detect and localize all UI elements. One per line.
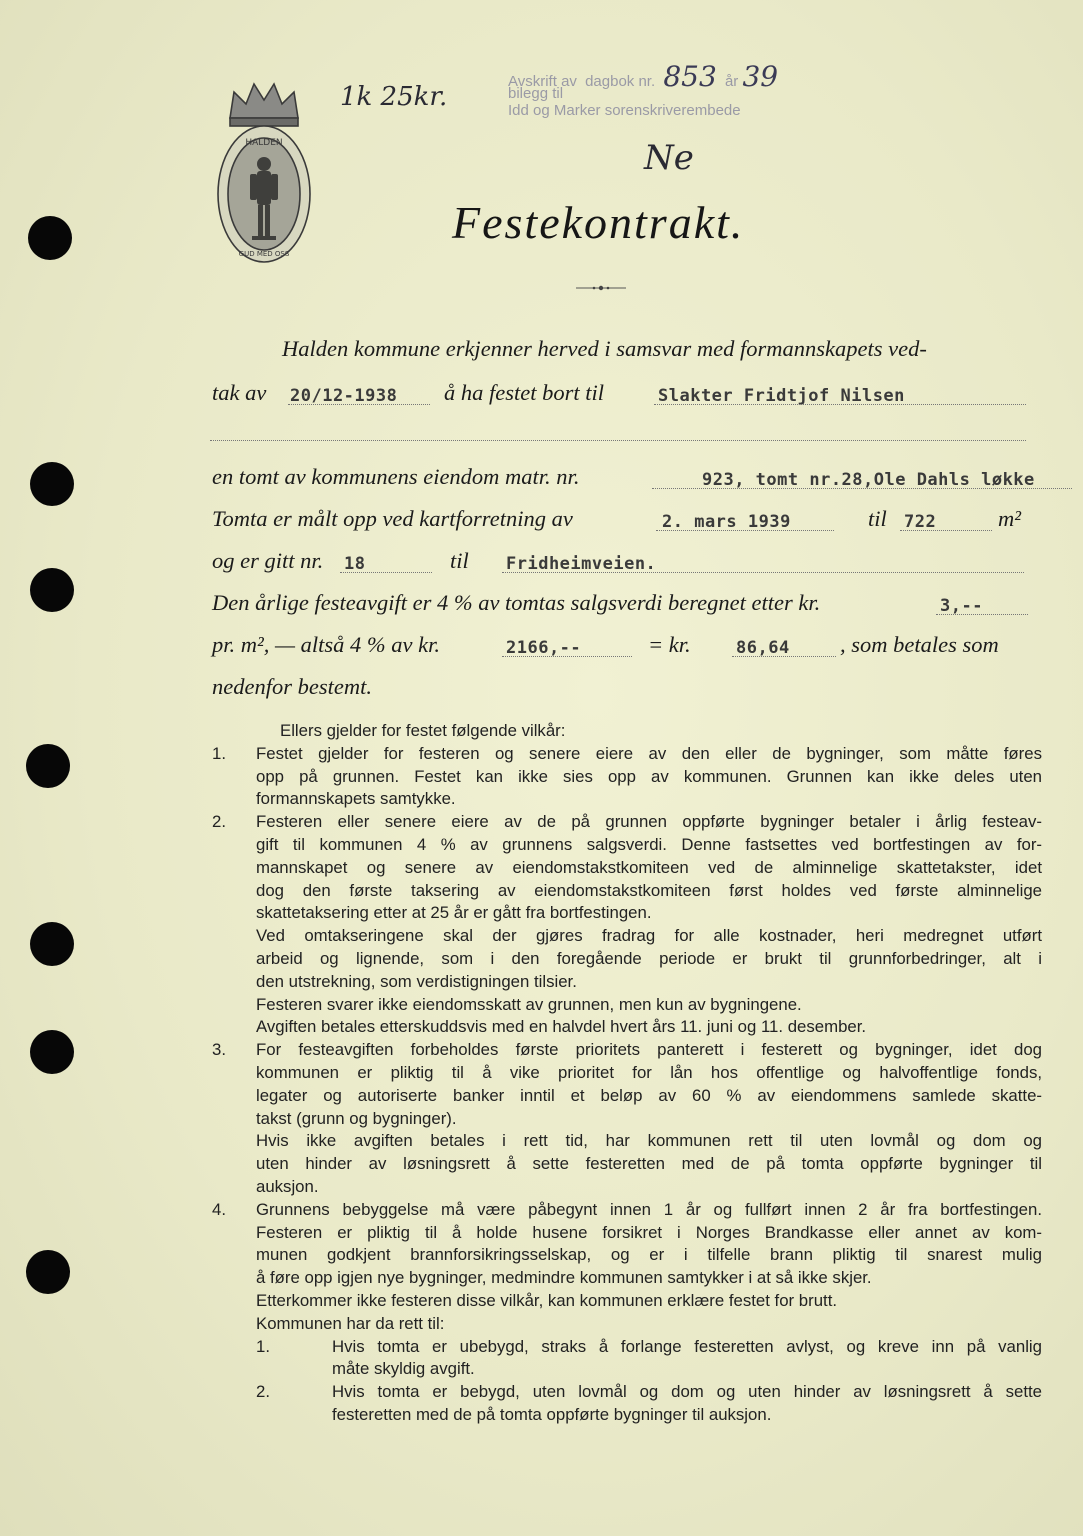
punch-hole xyxy=(30,462,74,506)
area-value: 722 xyxy=(904,512,937,532)
term-number xyxy=(212,948,256,971)
stamp-doc-number: 853 xyxy=(663,60,717,93)
dotted-rule xyxy=(210,440,1026,441)
dotted-rule xyxy=(732,656,836,657)
term-line xyxy=(212,857,1042,880)
term-line xyxy=(212,1404,1042,1427)
term-number: 2. xyxy=(212,812,226,832)
term-line xyxy=(212,1381,1042,1404)
term-line xyxy=(212,1267,1042,1290)
term-text: gift til kommunen 4 % av grunnens salgsverdi. Denne fastsettes ved bortfestingen av for- xyxy=(256,834,1042,854)
dotted-rule xyxy=(652,488,1072,489)
term-number: 2. xyxy=(256,1382,270,1402)
term-number: 1. xyxy=(212,743,226,763)
term-line xyxy=(212,1336,1042,1359)
stamp-line2: bilegg til xyxy=(508,85,564,102)
term-text: Hvis tomta er bebygd, uten lovmål og dom og uten hinder av løsningsrett å sette xyxy=(332,1382,1042,1402)
initials-annotation: Ne xyxy=(644,138,694,178)
term-number xyxy=(212,1404,332,1427)
term-number xyxy=(212,1062,256,1085)
term-line xyxy=(212,1062,1042,1085)
term-number xyxy=(212,834,256,857)
nedenfor-text: nedenfor bestemt. xyxy=(212,674,372,699)
term-text: Hvis ikke avgiften betales i rett tid, har kommunen rett til uten lovmål og dom og xyxy=(256,1131,1042,1151)
term-number xyxy=(212,902,256,925)
til2-text: til xyxy=(450,548,469,573)
term-number xyxy=(212,1244,256,1267)
annual-fee: 86,64 xyxy=(736,638,790,658)
dotted-rule xyxy=(502,656,632,657)
term-text: skattetaksering etter at 25 år er gått fra bortfestingen. xyxy=(256,903,652,923)
intro-tak-av: tak av xyxy=(212,380,267,405)
term-number xyxy=(212,1016,256,1039)
term-line xyxy=(212,1244,1042,1267)
punch-hole xyxy=(28,216,72,260)
term-text: Festeren eller senere eiere av de på grunnen oppførte bygninger betaler i årlig festeav- xyxy=(256,812,1042,832)
punch-hole xyxy=(26,1250,70,1294)
dotted-rule xyxy=(900,530,992,531)
term-line xyxy=(212,994,1042,1017)
term-text: mannskapet og senere av eiendomstakstkomiteen ved de alminnelige skattetakster, idet xyxy=(256,857,1042,877)
term-line xyxy=(212,1313,1042,1336)
term-text: Ved omtakseringene skal der gjøres fradrag for alle kostnader, heri medregnet utført xyxy=(256,926,1042,946)
term-number xyxy=(212,1267,256,1290)
term-number xyxy=(212,994,256,1017)
term-number xyxy=(212,971,256,994)
halden-seal-icon xyxy=(210,78,318,264)
stamp-doc-label: dagbok nr. xyxy=(585,73,656,90)
term-number xyxy=(212,1176,256,1199)
term-line xyxy=(212,766,1042,789)
stamp-prefix: Avskrift av xyxy=(508,73,577,90)
term-text: kommunen er pliktig til å vike prioritet for lån hos offentlige og halvoffentlige fonds, xyxy=(256,1062,1042,1082)
term-number: 3. xyxy=(212,1040,226,1060)
term-line xyxy=(212,1085,1042,1108)
tomt-value: 923, tomt nr.28,Ole Dahls løkke xyxy=(702,470,1035,490)
gitt-text: og er gitt nr. xyxy=(212,548,324,573)
term-text: festeretten med de på tomta oppførte bygninger til auksjon. xyxy=(332,1404,772,1424)
term-text: Festeren er pliktig til å holde husene forsikret i Norges Brandkasse eller annet av kom- xyxy=(256,1222,1042,1242)
terms-section xyxy=(212,720,1042,1427)
term-text: arbeid og lignende, som i den foregående periode er brukt til grunnforbedringer, alt i xyxy=(256,948,1042,968)
term-line xyxy=(212,1130,1042,1153)
term-number xyxy=(212,1085,256,1108)
term-text: auksjon. xyxy=(256,1176,319,1196)
term-number: 4. xyxy=(212,1199,226,1219)
term-line xyxy=(212,1039,1042,1062)
tomt-text: en tomt av kommunens eiendom matr. nr. xyxy=(212,464,580,489)
survey-date: 2. mars 1939 xyxy=(662,512,791,532)
term-number xyxy=(212,1108,256,1131)
fee-annotation: 1k 25kr. xyxy=(340,82,448,112)
term-line xyxy=(212,811,1042,834)
svg-text:GUD MED OSS: GUD MED OSS xyxy=(238,250,290,258)
til-text: til xyxy=(868,506,887,531)
som-betales-text: , som betales som xyxy=(840,632,999,657)
punch-hole xyxy=(30,922,74,966)
punch-hole xyxy=(30,568,74,612)
term-number xyxy=(212,1222,256,1245)
term-text: Kommunen har da rett til: xyxy=(256,1313,445,1333)
term-text: takst (grunn og bygninger). xyxy=(256,1108,457,1128)
stamp-year-label: år xyxy=(724,73,739,90)
term-line xyxy=(212,1290,1042,1313)
term-line xyxy=(212,834,1042,857)
dotted-rule xyxy=(936,614,1028,615)
term-number xyxy=(212,1153,256,1176)
term-line xyxy=(212,743,1042,766)
term-line xyxy=(212,971,1042,994)
term-text: For festeavgiften forbeholdes første prioritets panterett i festerett og bygninger, idet dog xyxy=(256,1040,1042,1060)
price-per-m2: 3,-- xyxy=(940,596,983,616)
term-text: opp på grunnen. Festet kan ikke sies opp av kommunen. Grunnen kan ikke deles uten xyxy=(256,766,1042,786)
term-text: formannskapets samtykke. xyxy=(256,789,456,809)
document-title: Festekontrakt. xyxy=(452,197,745,248)
term-number: 1. xyxy=(256,1336,270,1356)
terms-lead: Ellers gjelder for festet følgende vilkår: xyxy=(280,721,566,740)
term-line xyxy=(212,788,1042,811)
registration-stamp xyxy=(508,60,838,119)
dotted-rule xyxy=(654,404,1026,405)
ornament-divider-icon xyxy=(576,284,626,292)
stamp-line3: Idd og Marker sorenskriverembede xyxy=(508,102,741,119)
term-text: legater og autoriserte banker inntil et beløp av 60 % av eiendommens samlede skatte- xyxy=(256,1085,1042,1105)
term-line xyxy=(212,1016,1042,1039)
term-number xyxy=(212,880,256,903)
tomta-text: Tomta er målt opp ved kartforretning av xyxy=(212,506,573,531)
term-text: Festeren svarer ikke eiendomsskatt av grunnen, men kun av bygningene. xyxy=(256,994,802,1014)
term-line xyxy=(212,925,1042,948)
term-text: Etterkommer ikke festeren disse vilkår, kan kommunen erklære festet for brutt. xyxy=(256,1290,838,1310)
dotted-rule xyxy=(340,572,432,573)
dotted-rule xyxy=(502,572,1024,573)
term-line xyxy=(212,880,1042,903)
term-number xyxy=(212,1130,256,1153)
term-text: dog den første taksering av eiendomstakstkomiteen først holdes ved første alminnelige xyxy=(256,880,1042,900)
term-line xyxy=(212,1108,1042,1131)
term-text: å føre opp igjen nye bygninger, medmindre kommunen samtykker i at så ikke skjer. xyxy=(256,1268,872,1288)
terms-list xyxy=(212,743,1042,1336)
dotted-rule xyxy=(656,530,834,531)
street-name: Fridheimveien. xyxy=(506,554,657,574)
intro-line-1: Halden kommune erkjenner herved i samsvar med formannskapets ved- xyxy=(282,336,927,361)
term-line xyxy=(212,1153,1042,1176)
punch-hole xyxy=(30,1030,74,1074)
term-line xyxy=(212,948,1042,971)
svg-text:HALDEN: HALDEN xyxy=(245,138,283,148)
terms-sublist xyxy=(212,1336,1042,1427)
term-line xyxy=(212,1176,1042,1199)
term-number xyxy=(212,788,256,811)
term-text: Hvis tomta er ubebygd, straks å forlange festeretten avlyst, og kreve inn på vanlig xyxy=(332,1336,1042,1356)
gitt-nr: 18 xyxy=(344,554,366,574)
term-text: munen godkjent brannforsikringsselskap, og er i tilfelle brann pliktig til snarest mulig xyxy=(256,1245,1042,1265)
term-text: Grunnens bebyggelse må være påbegynt innen 1 år og fullført innen 2 år fra bortfestingen. xyxy=(256,1199,1042,1219)
party-name: Slakter Fridtjof Nilsen xyxy=(658,386,905,406)
term-text: den utstrekning, som verdistigningen tilsier. xyxy=(256,971,577,991)
term-text: Festet gjelder for festeren og senere eiere av den eller de bygninger, som måtte føres xyxy=(256,743,1042,763)
term-line xyxy=(212,902,1042,925)
term-line xyxy=(212,1358,1042,1381)
term-line xyxy=(212,1199,1042,1222)
term-number xyxy=(212,857,256,880)
term-text: Avgiften betales etterskuddsvis med en halvdel hvert års 11. juni og 11. desember. xyxy=(256,1017,867,1037)
term-number xyxy=(212,1358,332,1381)
term-number xyxy=(212,1290,256,1313)
term-line xyxy=(212,1222,1042,1245)
total-value: 2166,-- xyxy=(506,638,582,658)
m2-unit: m² xyxy=(998,506,1021,531)
term-number xyxy=(212,1313,256,1336)
term-number xyxy=(212,766,256,789)
punch-hole xyxy=(26,744,70,788)
stamp-year: 39 xyxy=(742,60,779,93)
term-number xyxy=(212,925,256,948)
avgift-text: Den årlige festeavgift er 4 % av tomtas salgsverdi beregnet etter kr. xyxy=(212,590,821,615)
intro-a-ha-festet: å ha festet bort til xyxy=(444,380,604,405)
dotted-rule xyxy=(288,404,430,405)
eq-kr-text: = kr. xyxy=(648,632,691,657)
term-text: måte skyldig avgift. xyxy=(332,1359,475,1379)
pr-m2-text: pr. m², — altså 4 % av kr. xyxy=(212,632,440,657)
term-text: uten hinder av løsningsrett å sette festeretten med de på tomta oppførte bygninger til xyxy=(256,1154,1042,1174)
agreement-date: 20/12-1938 xyxy=(290,386,398,406)
